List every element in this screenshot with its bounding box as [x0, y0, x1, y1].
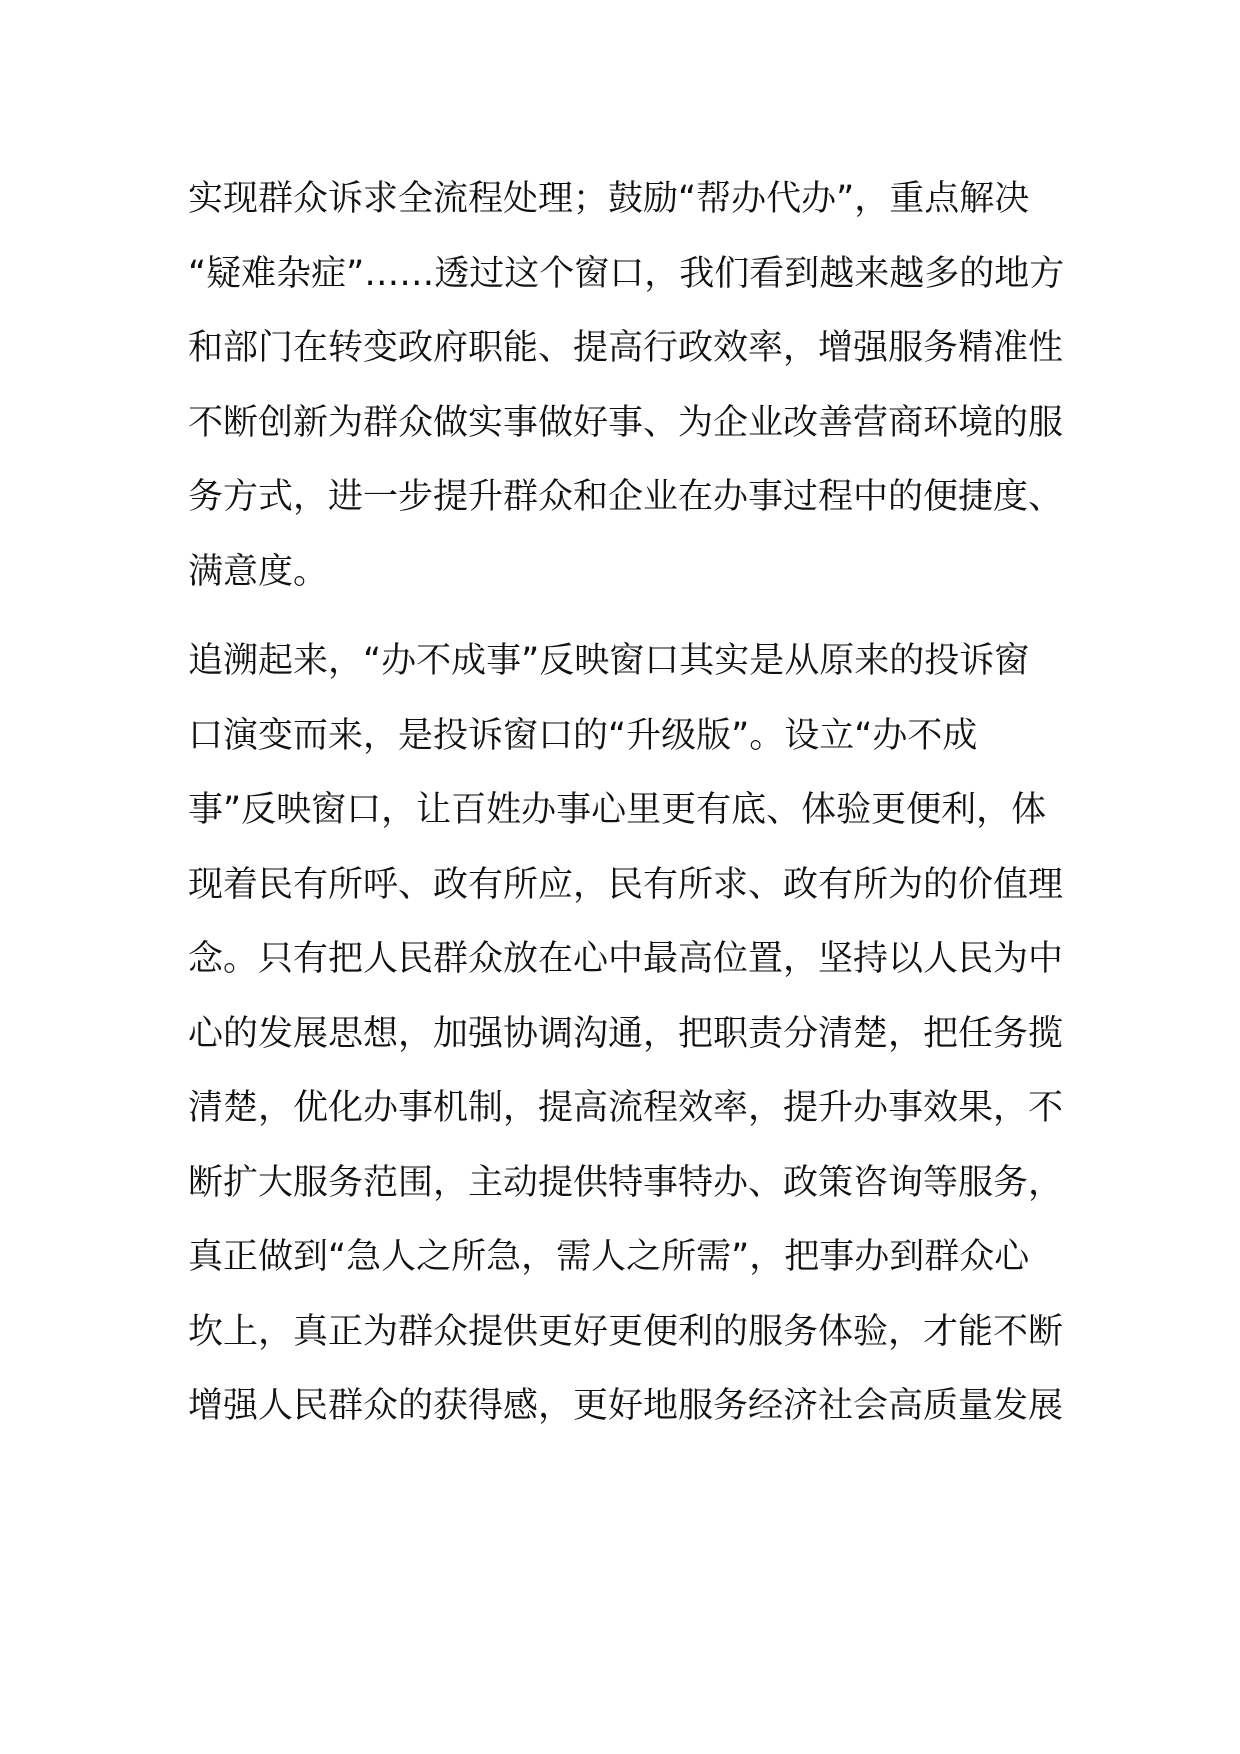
text-line: 追溯起来，“办不成事”反映窗口其实是从原来的投诉窗 [188, 641, 1030, 681]
text-line: 事”反映窗口，让百姓办事心里更有底、体验更便利，体 [188, 790, 1047, 830]
text-line: 断扩大服务范围，主动提供特事特办、政策咨询等服务， [188, 1162, 1064, 1203]
paragraph-1 [188, 162, 1065, 609]
text-line: 现着民有所呼、政有所应，民有所求、政有所为的价值理 [188, 864, 1064, 905]
text-line: 实现群众诉求全流程处理；鼓励“帮办代办”，重点解决 [188, 179, 1030, 219]
text-line: 增强人民群众的获得感，更好地服务经济社会高质量发展 [188, 1386, 1064, 1426]
text-line: 念。只有把人民群众放在心中最高位置，坚持以人民为中 [188, 939, 1064, 979]
text-line: 心的发展思想，加强协调沟通，把职责分清楚，把任务揽 [188, 1013, 1064, 1054]
text-line: 真正做到“急人之所急，需人之所需”，把事办到群众心 [188, 1237, 1030, 1277]
text-line: 不断创新为群众做实事做好事、为企业改善营商环境的服 [188, 402, 1064, 443]
text-line: 务方式，进一步提升群众和企业在办事过程中的便捷度、 [188, 477, 1064, 517]
text-line: 口演变而来，是投诉窗口的“升级版”。设立“办不成 [188, 715, 978, 756]
text-line: 满意度。 [188, 551, 329, 592]
paragraph-2 [188, 624, 1064, 1444]
text-line: 和部门在转变政府职能、提高行政效率，增强服务精准性 [188, 328, 1064, 368]
text-line: “疑难杂症”……透过这个窗口，我们看到越来越多的地方 [188, 253, 1065, 294]
text-line: 坎上，真正为群众提供更好更便利的服务体验，才能不断 [188, 1311, 1064, 1352]
text-line: 清楚，优化办事机制，提高流程效率，提升办事效果，不 [188, 1088, 1064, 1128]
